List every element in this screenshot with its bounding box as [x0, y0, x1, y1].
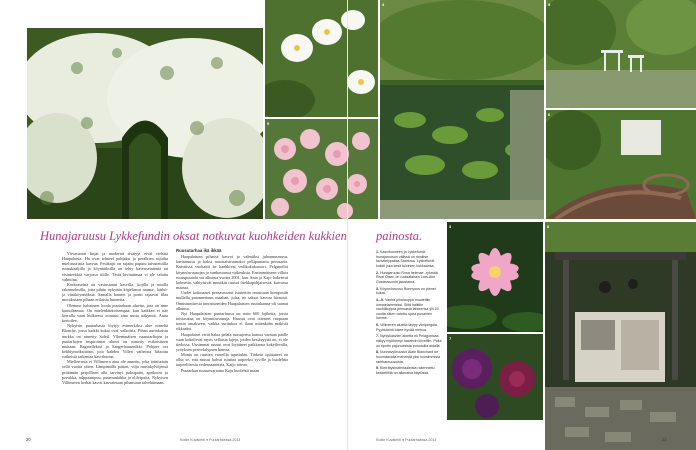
body-paragraph: Haapalaiset eivät halua pelata ruusujensa kanssa varman päälle vaan kokeilevat myös sellaisia lajeja, joiden kestävyyttä on, ei ole tiedossa. Uusimmat ruusut ovat löytäneet paikkansa kokeilevalla, yrityksen perivelalypsen kanssa.: [176, 331, 288, 352]
body-paragraph: Nyt Haapalaisten puutarhassa on noin 600 lajiketta, joista toistasataa on köynnösruusuja. Ruusut ovat otteneet ruopiaan tontin omakseen, vaikka suriinkoa ei ilaan mitenkään mäkisiä rikkaaksi.: [176, 310, 288, 332]
footer-right: Kodin Kuvalehti ● Puutarhaessa 2013: [376, 438, 437, 442]
page-number-right: 21: [662, 437, 667, 442]
intro-paragraph: Viivasuorat linjat ja modernit sisätyyt eivät viehätä Haapalaista. Hu ovat tehneet pohjaksi ja perälkien rojuilta mielisuurasta kasvua. Pesäkojit on rajattu paputu taivutetuilla ruusukaaljilla ja köynnöksillä on tehty kasvuseinämiä tai eistnteekkiä varjossa tilille. Tästä kivitutimaa vi ole selotta valmiina.: [62, 251, 168, 282]
page-gutter: [347, 0, 348, 450]
intro-column: [62, 251, 168, 433]
photo-number-marker: 9: [267, 121, 270, 126]
photo-outdoor-kitchen: [545, 222, 696, 450]
body-paragraph: Puutarhan ruusunvartaina Kajo huolehtii maan: [181, 367, 260, 373]
photo-number-marker: 6: [548, 112, 551, 117]
body-paragraph: Moniu on ruusien varretlla tapettukin. Tärkein opittaneet on ollut se, että ruusut halvat istuttaa tarpeeksi syville ja huolehtia tarpeellisesta vedensaannista, Kaijo toteaa.: [176, 352, 288, 368]
intro-paragraph: Korkeaseinä on vastustanut kasvilla, kojilla ja muilla rakennelmilla, joita pihiin nykyään köpelinvat rauma-, kärhö- ja viiniköynnöksiä. Samalla kaarret ja portit rajaavat tilaa moodostaen pihaan erilaisia huoneita.: [62, 281, 168, 303]
photo-number-marker: 7: [449, 336, 452, 341]
section-subheading: Ruusutarhaa ikä ikkää: [176, 248, 222, 253]
photo-captions: [376, 250, 442, 432]
caption-item: 8. Nunnavyöruusun Alain Blanchard on huumaavalla meheistä yksi kuusimmista rambanruusuista.: [376, 350, 441, 364]
caption-item: 1. Kasvihuoneen ja Lykkefundt-hunajaruusun välissä on rinnikse tavivitelypakka Saarkruu. Lykkefundt kukkii joka kesä tulvinien kukkaansa.: [376, 250, 435, 268]
photo-lily-pond: [380, 0, 544, 219]
photo-garden-chairs: [546, 0, 696, 108]
caption-item: 9. Kierrätysmateriaaleista rakennettu keskeltitilä on alkeraisa käytössä.: [376, 366, 435, 375]
caption-item: 4.–5. Vanha pihaluuppa muutettiin lummelammeksi. Siitä halittiin vauhtikuppia pensasta lahteensa ylli 15 vuotta sitten ostettu upea punainen lumme.: [376, 297, 439, 321]
article-headline-end: painosta.: [376, 229, 423, 243]
photo-number-marker: 8: [547, 224, 550, 229]
body-column: [176, 248, 288, 433]
photo-garden-path: [546, 110, 696, 219]
caption-item: 7. Nyrkykasvien aluetta eli Pelagonicaa näkyy myöhempi kaarevin kiivettiin. Polut on tiputtu pajunoksista punotuilla aidalla.: [376, 334, 442, 348]
photo-number-marker: 5: [548, 2, 551, 7]
photo-white-rose-closeup: [265, 0, 378, 117]
body-paragraph: Uudet kotimaiset pensasruusut istutettiin omassaan kompostin mullalla parannettuun maahan, jolsa, ne saksot kasvaa hienosti. Onnistumisesta innostuneiden Haapalaisten ruusukanna-oli saanut alkunsa.: [176, 290, 288, 311]
intro-paragraph: Nykyisin puutarhasta löytyy esimerkiksi alue nimeltä Blanche, jossa kaikki kukat ovat valkoisia. Pihan aurinkoisin nurkka on nimetty Soleil. Ylhemmäisen ruusutarhojen ja puutarhojen inspiroimat alueet on nimetty esikoisiteen mukaan: Bagatellekixi ja Sangerhausenikki. Pohjaer ovi kekhiynnöksittäan, jota kahden Villen vaiheista läksottu vaikeisiä tarkentaa kasvihuone.: [62, 323, 168, 360]
photo-number-marker: 3: [449, 224, 452, 229]
footer-left: Kodin Kuvalehti ● Puutarhaessa 2013: [180, 438, 241, 442]
body-paragraph: Haapalaisten pihassa kasvoi jo valmiiksi juhannusruusu, kurttaruusu ja kaksi muotiaistruusukoi peltipuutarta perusaeia. Kuistiissa vuokaitti he hankkivat vedikokukassori. Pelgaroiliti köynnösruusujen jo vanhasuussa vaikeuksia. Ensimmäiseen vilkoa ruusupuutahi sai alkunsa vuotta 2001, kun Anta ja Kajo hakenvat kolmetia, vähtyisivät muutkin ruusut fiiekkapohjaisessa, kuivassa maassa.: [176, 254, 288, 291]
caption-item: 6. Villimeren aluetta läytyy viinipergola. Pyyhkärinti tukee hyvää mehua.: [376, 323, 438, 332]
photo-purple-roses: [447, 334, 543, 420]
photo-number-marker: 4: [382, 2, 385, 7]
intro-paragraph: Olemme halunneet luoda puutarhaan aluetta, jota on ume kumoleamua. On mielenkiintoisempaa, kun kaikkea ei näe kerralla vaan kulkiessa avautuu aina uusia näkymiä, Anita kertoilee.: [62, 302, 168, 324]
caption-item: 2. Hunajaruusu Rosa helenae -ryhmää Rival Oisen on ruotsalaisen Lars-Ake Gustavssonin jalostama.: [376, 270, 438, 284]
article-headline: Hunajaruusu Lykkefundin oksat notkuvat kuohkeiden kukkien: [40, 229, 347, 243]
caption-item: 3. Köynnösruusu Bonnyous on pienet kukat.: [376, 286, 436, 296]
photo-white-rose-arch: [27, 28, 263, 219]
photo-pink-roses: [265, 119, 378, 219]
intro-paragraph: Miellerrusta ei Villimerra aina ole annettu, joka tointuttain sellä vuotta sitten. Lämpimällä pation, vilja ruusukylvöjensä prittämän perjollisen alki tarvinyt paksipaita, aprikoosi ja persikka, tulppaanipuu, puumunkikka ja olilvipuita. Nykyisen Villimeren herkät kasvit kasvatetaan pihansaan talvehtimaan.: [62, 359, 168, 385]
page-number-left: 20: [26, 437, 31, 442]
